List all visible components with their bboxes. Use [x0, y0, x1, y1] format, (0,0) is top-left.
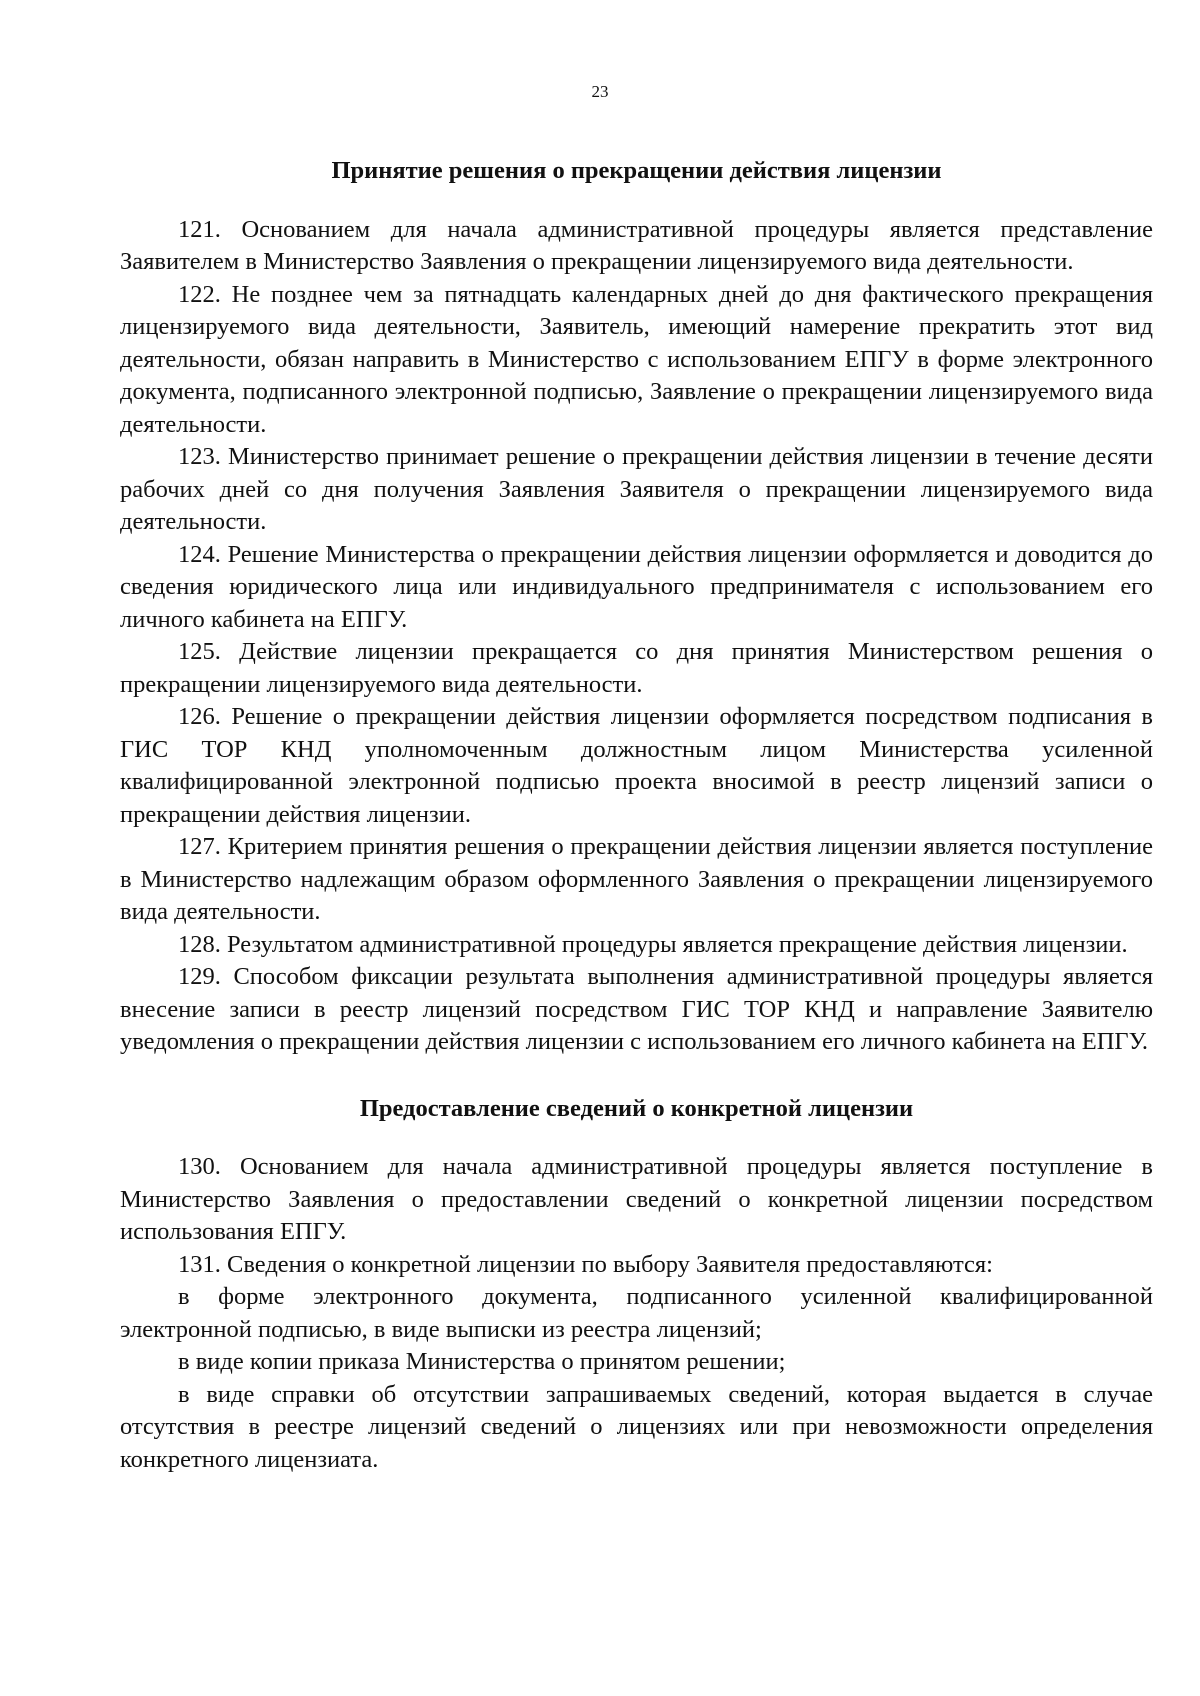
paragraph-131-item-order-copy: в виде копии приказа Министерства о принятом решении; — [178, 1348, 786, 1375]
section-title-license-info: Предоставление сведений о конкретной лицензии — [359, 1094, 914, 1122]
paragraph-122: 122. Не позднее чем за пятнадцать календарных дней до дня фактического прекращения лицензируемого вида деятельности, Заявитель, имеющий намерение прекратить этот вид деятельности, обязан направить в Министерство с использованием ЕПГУ в форме электронного документа, подписанного электронной подписью, Заявление о прекращении лицензируемого вида деятельности. — [120, 280, 1153, 438]
paragraph-121: 121. Основанием для начала административной процедуры является представление Заявителем в Министерство Заявления о прекращении лицензируемого вида деятельности. — [120, 215, 1153, 275]
paragraph-129: 129. Способом фиксации результата выполнения административной процедуры является внесение записи в реестр лицензий посредством ГИС ТОР КНД и направление Заявителю уведомления о прекращении действия лицензии с использованием его личного кабинета на ЕПГУ. — [120, 963, 1153, 1055]
paragraph-124: 124. Решение Министерства о прекращении действия лицензии оформляется и доводится до сведения юридического лица или индивидуального предпринимателя с использованием его личного кабинета на ЕПГУ. — [120, 540, 1153, 633]
paragraph-131-item-certificate: в виде справки об отсутствии запрашиваемых сведений, которая выдается в случае отсутствия в реестре лицензий сведений о лицензиях или при невозможности определения конкретного лицензиата. — [120, 1380, 1153, 1473]
paragraph-131: 131. Сведения о конкретной лицензии по выбору Заявителя предоставляются: — [178, 1250, 993, 1278]
paragraph-131-item-electronic: в форме электронного документа, подписанного усиленной квалифицированной электронной подписью, в виде выписки из реестра лицензий; — [120, 1283, 1153, 1343]
document-body — [120, 155, 1153, 1476]
page-number: 23 — [591, 82, 609, 101]
paragraph-125: 125. Действие лицензии прекращается со дня принятия Министерством решения о прекращении лицензируемого вида деятельности. — [120, 638, 1153, 698]
paragraph-123: 123. Министерство принимает решение о прекращении действия лицензии в течение десяти рабочих дней со дня получения Заявления Заявителя о прекращении лицензируемого вида деятельности. — [120, 443, 1153, 535]
paragraph-126: 126. Решение о прекращении действия лицензии оформляется посредством подписания в ГИС ТОР КНД уполномоченным должностным лицом Министерства усиленной квалифицированной электронной подписью проекта вносимой в реестр лицензий записи о прекращении действия лицензии. — [120, 703, 1153, 828]
section-title-termination: Принятие решения о прекращении действия лицензии — [331, 157, 942, 184]
paragraph-130: 130. Основанием для начала административной процедуры является поступление в Министерство Заявления о предоставлении сведений о конкретной лицензии посредством использования ЕПГУ. — [120, 1153, 1153, 1245]
paragraph-128: 128. Результатом административной процедуры является прекращение действия лицензии. — [178, 930, 1128, 958]
paragraph-127: 127. Критерием принятия решения о прекращении действия лицензии является поступление в Министерство надлежащим образом оформленного Заявления о прекращении лицензируемого вида деятельности. — [120, 833, 1153, 925]
